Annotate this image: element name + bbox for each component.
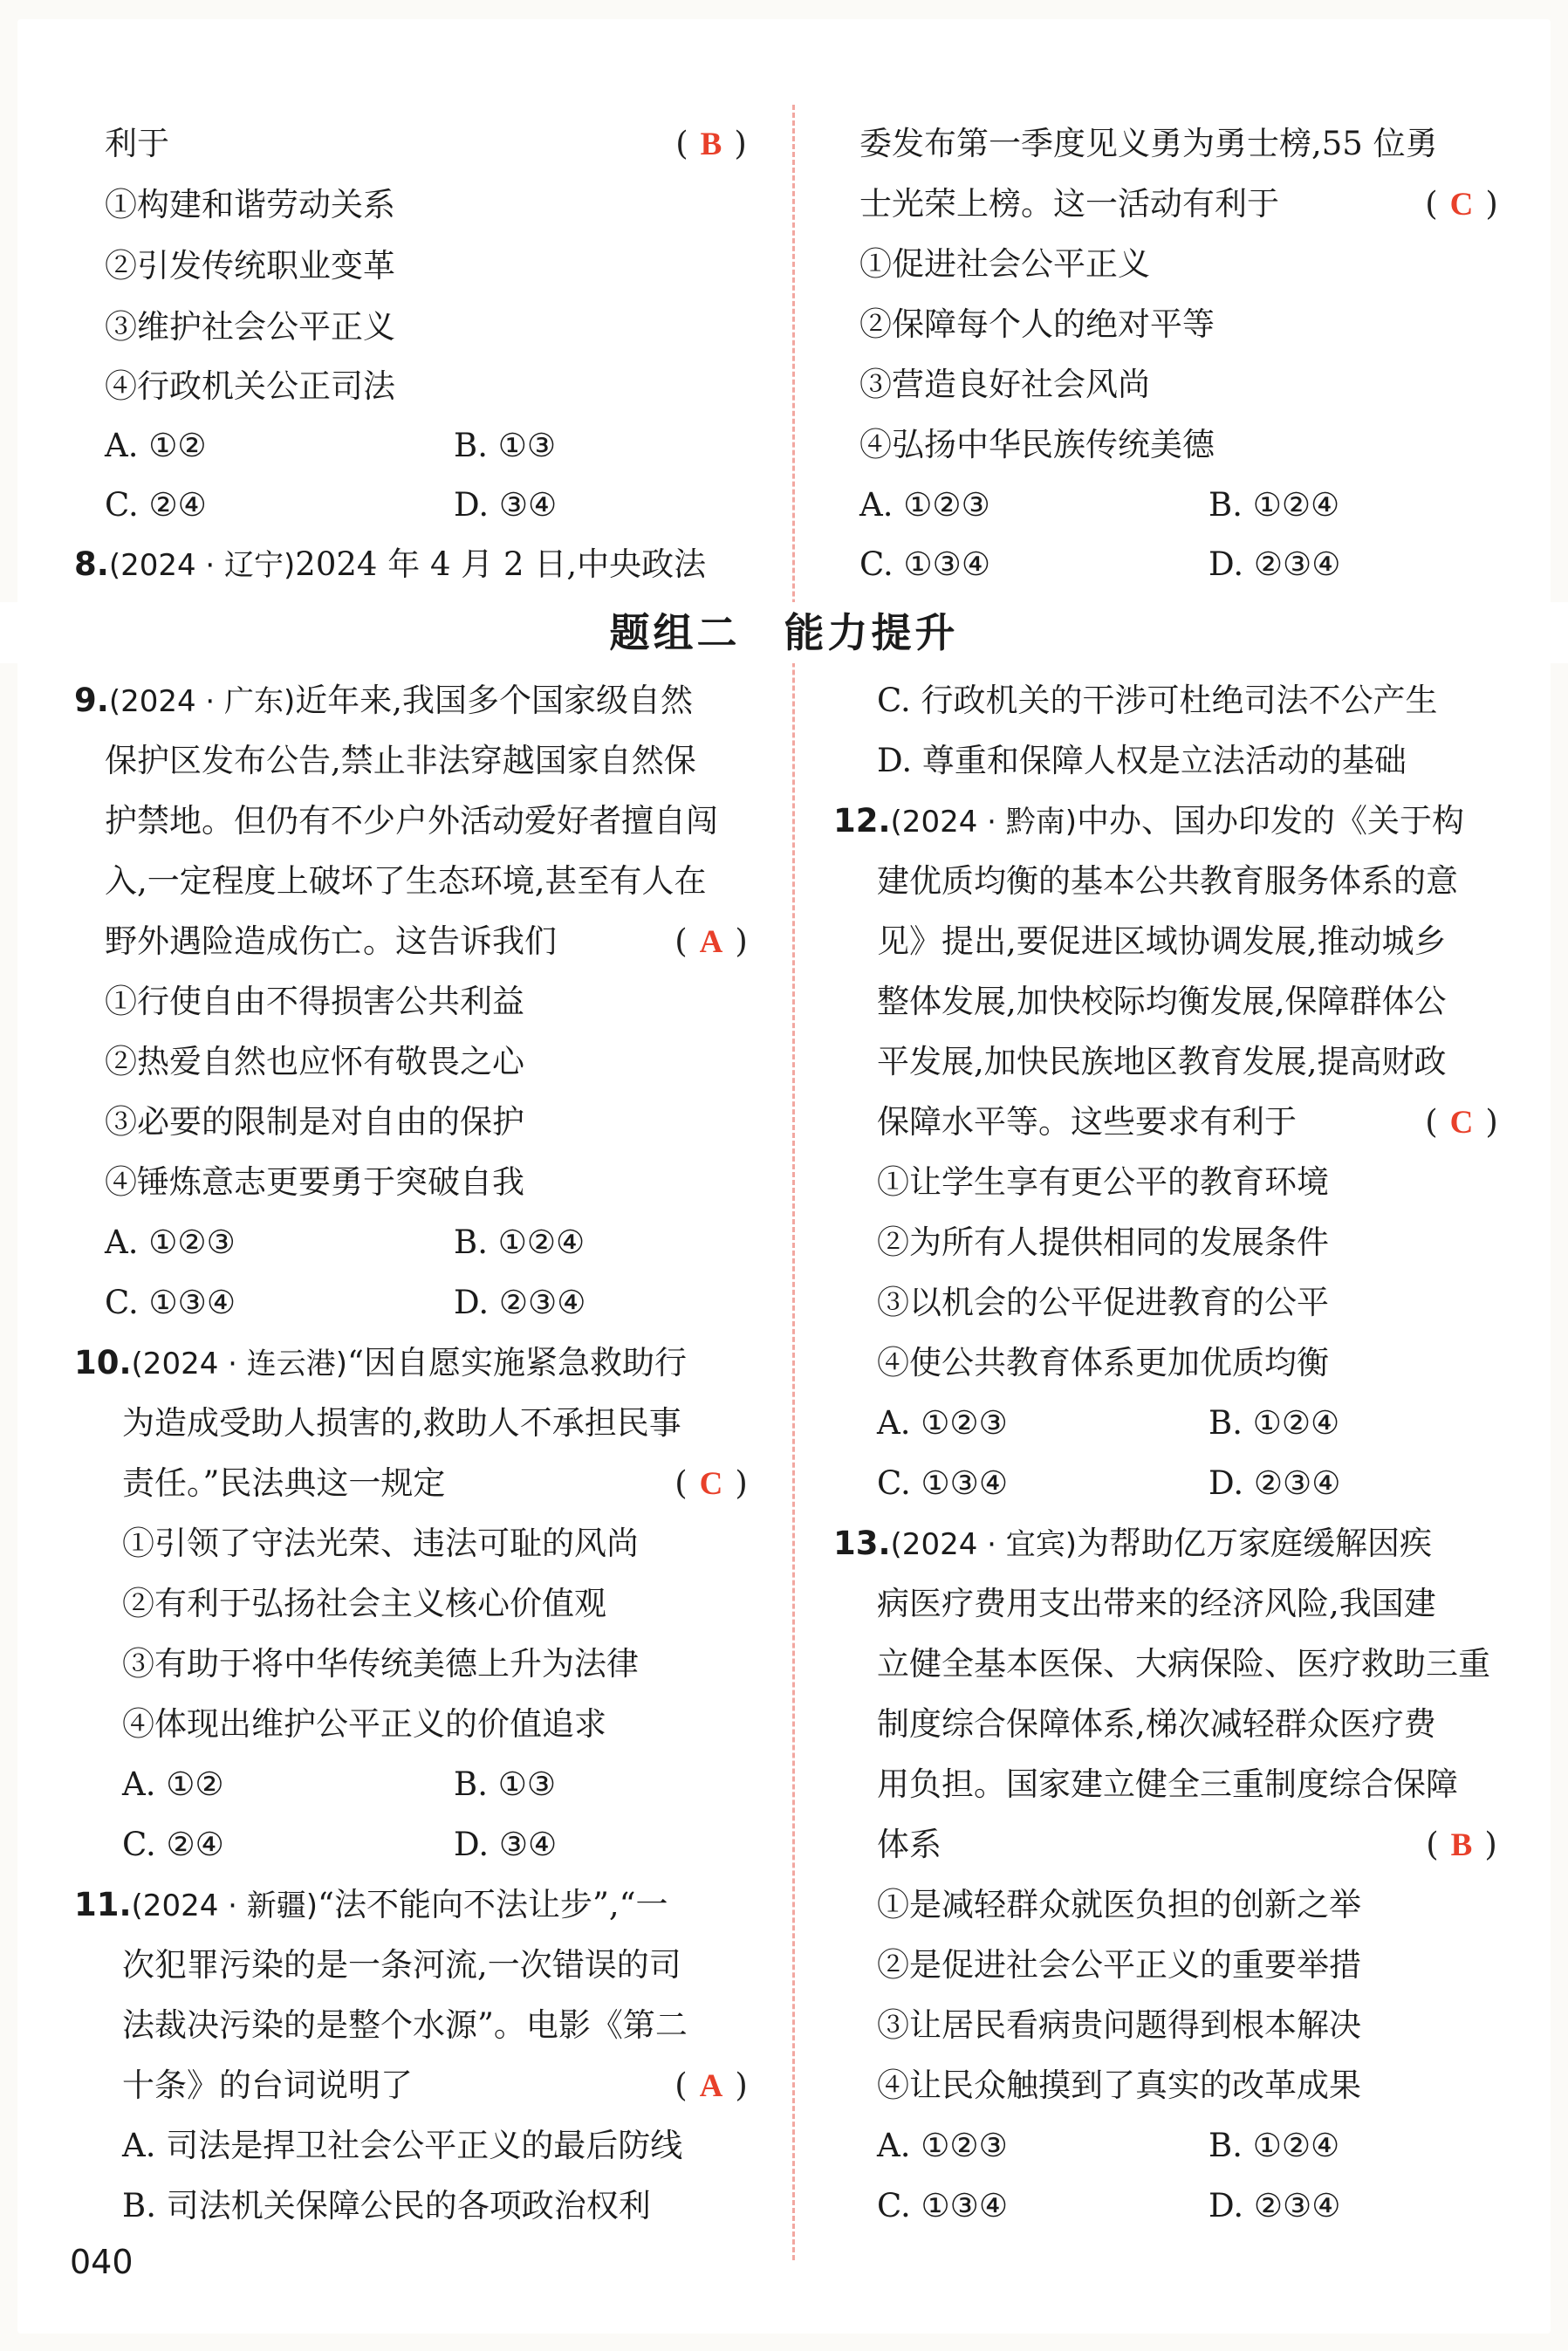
item-line: ④行政机关公正司法 xyxy=(105,367,395,405)
option-b: B. ①②④ xyxy=(1209,486,1340,524)
answer-mark: ( B ) xyxy=(1426,1826,1497,1863)
question-13 xyxy=(833,1513,1432,1574)
item-line: ①构建和谐劳动关系 xyxy=(105,186,395,223)
option-c: C. ②④ xyxy=(122,1826,224,1863)
answer-letter: B xyxy=(700,127,722,162)
item-line: ①促进社会公平正义 xyxy=(859,245,1150,283)
question-text: 中办、国办印发的《关于构 xyxy=(1077,802,1465,840)
text-line xyxy=(877,1092,1514,1153)
item-line: ④让民众触摸到了真实的改革成果 xyxy=(877,2067,1361,2104)
option-d: D. ②③④ xyxy=(1209,545,1341,583)
item-line: ③必要的限制是对自由的保护 xyxy=(105,1103,524,1141)
text-line xyxy=(859,174,1514,235)
question-text: “法不能向不法让步”,“一 xyxy=(318,1886,668,1923)
option-a: A. ①②③ xyxy=(877,2127,1008,2164)
answer-letter: B xyxy=(1450,1827,1473,1863)
text-line: 法裁决污染的是整个水源”。电影《第二 xyxy=(122,2006,688,2044)
question-10 xyxy=(74,1333,687,1394)
item-line: ②保障每个人的绝对平等 xyxy=(859,305,1215,343)
answer-mark: ( C ) xyxy=(674,1464,748,1502)
question-text: 为帮助亿万家庭缓解因疾 xyxy=(1077,1525,1433,1562)
question-source: (2024 · 黔南) xyxy=(890,805,1078,840)
text-line xyxy=(105,911,763,972)
choice-d: D. 尊重和保障人权是立法活动的基础 xyxy=(877,742,1407,779)
question-number: 8. xyxy=(74,545,109,583)
choice-c: C. 行政机关的干涉可杜绝司法不公产生 xyxy=(877,682,1438,719)
question-8 xyxy=(74,534,706,595)
item-line: ②引发传统职业变革 xyxy=(105,247,395,284)
answer-mark: ( C ) xyxy=(1425,1103,1498,1141)
choice-b: B. 司法机关保障公民的各项政治权利 xyxy=(122,2187,651,2224)
question-source: (2024 · 连云港) xyxy=(131,1347,348,1381)
question-number: 9. xyxy=(74,682,109,719)
item-line: ②为所有人提供相同的发展条件 xyxy=(877,1223,1329,1261)
text-line: 建优质均衡的基本公共教育服务体系的意 xyxy=(877,862,1458,900)
answer-letter: A xyxy=(699,2068,723,2104)
left-column xyxy=(74,0,763,2351)
answer-mark: ( B ) xyxy=(675,125,747,162)
item-line: ①是减轻群众就医负担的创新之举 xyxy=(877,1886,1361,1923)
option-c: C. ②④ xyxy=(105,486,207,524)
question-text: 保障水平等。这些要求有利于 xyxy=(877,1103,1297,1141)
choice-a: A. 司法是捍卫社会公平正义的最后防线 xyxy=(122,2127,683,2164)
item-line: ③让居民看病贵问题得到根本解决 xyxy=(877,2006,1361,2044)
question-number: 12. xyxy=(833,802,891,840)
question-text: 士光荣上榜。这一活动有利于 xyxy=(859,185,1279,223)
option-d: D. ②③④ xyxy=(1209,2187,1341,2224)
option-c: C. ①③④ xyxy=(859,545,991,583)
question-9 xyxy=(74,670,693,731)
question-source: (2024 · 新疆) xyxy=(131,1888,318,1923)
answer-mark: ( A ) xyxy=(674,2067,748,2104)
option-d: D. ③④ xyxy=(454,486,558,524)
item-line: ①行使自由不得损害公共利益 xyxy=(105,983,524,1020)
question-text: 责任。”民法典这一规定 xyxy=(122,1464,446,1502)
option-a: A. ①② xyxy=(105,427,207,464)
question-source: (2024 · 辽宁) xyxy=(108,548,296,583)
item-line: ②热爱自然也应怀有敬畏之心 xyxy=(105,1043,524,1080)
option-a: A. ①② xyxy=(122,1765,224,1803)
item-line: ①让学生享有更公平的教育环境 xyxy=(877,1163,1329,1201)
item-line: ③营造良好社会风尚 xyxy=(859,366,1150,403)
text-line: 次犯罪污染的是一条河流,一次错误的司 xyxy=(122,1946,681,1984)
item-line: ③有助于将中华传统美德上升为法律 xyxy=(122,1645,639,1683)
text-line: 护禁地。但仍有不少户外活动爱好者擅自闯 xyxy=(105,802,718,840)
item-line: ①引领了守法光荣、违法可耻的风尚 xyxy=(122,1525,639,1562)
option-b: B. ①②④ xyxy=(1209,2127,1340,2164)
text-line: 见》提出,要促进区域协调发展,推动城乡 xyxy=(877,922,1447,960)
column-divider xyxy=(792,105,795,2260)
text-line: 立健全基本医保、大病保险、医疗救助三重 xyxy=(877,1645,1490,1683)
text-line xyxy=(122,2055,763,2116)
option-b: B. ①③ xyxy=(454,427,557,464)
item-line: ③以机会的公平促进教育的公平 xyxy=(877,1284,1329,1321)
option-c: C. ①③④ xyxy=(877,2187,1009,2224)
question-number: 10. xyxy=(74,1344,132,1381)
item-line: ④体现出维护公平正义的价值追求 xyxy=(122,1705,606,1743)
item-line: ④弘扬中华民族传统美德 xyxy=(859,426,1215,463)
text-line: 保护区发布公告,禁止非法穿越国家自然保 xyxy=(105,742,696,779)
right-column xyxy=(833,0,1514,2351)
answer-letter: A xyxy=(699,924,723,960)
option-b: B. ①③ xyxy=(454,1765,557,1803)
text-line: 制度综合保障体系,梯次减轻群众医疗费 xyxy=(877,1705,1436,1743)
text-line: 平发展,加快民族地区教育发展,提高财政 xyxy=(877,1043,1447,1080)
answer-mark: ( A ) xyxy=(674,922,748,960)
option-b: B. ①②④ xyxy=(454,1223,585,1261)
option-d: D. ③④ xyxy=(454,1826,558,1863)
text-line xyxy=(877,1814,1514,1875)
question-text: “因自愿实施紧急救助行 xyxy=(347,1344,687,1381)
question-text: 2024 年 4 月 2 日,中央政法 xyxy=(295,545,707,583)
option-d: D. ②③④ xyxy=(1209,1464,1341,1502)
question-text: 十条》的台词说明了 xyxy=(122,2067,413,2104)
page-number: 040 xyxy=(70,2243,134,2281)
text-line: 用负担。国家建立健全三重制度综合保障 xyxy=(877,1765,1458,1803)
question-source: (2024 · 宜宾) xyxy=(890,1527,1078,1562)
item-line: ④锤炼意志更要勇于突破自我 xyxy=(105,1163,524,1201)
option-a: A. ①②③ xyxy=(859,486,990,524)
answer-letter: C xyxy=(1449,187,1474,223)
answer-mark: ( C ) xyxy=(1425,185,1498,223)
item-line: ②有利于弘扬社会主义核心价值观 xyxy=(122,1585,606,1622)
question-11 xyxy=(74,1875,668,1936)
text-line: 入,一定程度上破坏了生态环境,甚至有人在 xyxy=(105,862,707,900)
item-line: ③维护社会公平正义 xyxy=(105,308,395,346)
answer-letter: C xyxy=(699,1466,723,1502)
option-a: A. ①②③ xyxy=(105,1223,236,1261)
text-line: 整体发展,加快校际均衡发展,保障群体公 xyxy=(877,983,1447,1020)
text-line: 病医疗费用支出带来的经济风险,我国建 xyxy=(877,1585,1436,1622)
question-text: 利于 xyxy=(105,125,169,162)
question-text: 近年来,我国多个国家级自然 xyxy=(295,682,694,719)
option-c: C. ①③④ xyxy=(877,1464,1009,1502)
text-line: 为造成受助人损害的,救助人不承担民事 xyxy=(122,1404,681,1442)
question-text: 野外遇险造成伤亡。这告诉我们 xyxy=(105,922,557,960)
item-line: ④使公共教育体系更加优质均衡 xyxy=(877,1344,1329,1381)
option-b: B. ①②④ xyxy=(1209,1404,1340,1442)
item-line: ②是促进社会公平正义的重要举措 xyxy=(877,1946,1361,1984)
section-heading: 题组二 能力提升 xyxy=(0,602,1568,663)
question-number: 13. xyxy=(833,1525,891,1562)
question-source: (2024 · 广东) xyxy=(108,684,296,719)
question-number: 11. xyxy=(74,1886,132,1923)
text-line xyxy=(122,1453,763,1514)
answer-letter: C xyxy=(1449,1105,1474,1141)
text-line: 委发布第一季度见义勇为勇士榜,55 位勇 xyxy=(859,125,1438,162)
option-d: D. ②③④ xyxy=(454,1284,586,1321)
option-a: A. ①②③ xyxy=(877,1404,1008,1442)
text-line xyxy=(105,113,763,175)
option-c: C. ①③④ xyxy=(105,1284,236,1321)
question-12 xyxy=(833,791,1464,852)
question-text: 体系 xyxy=(877,1826,941,1863)
